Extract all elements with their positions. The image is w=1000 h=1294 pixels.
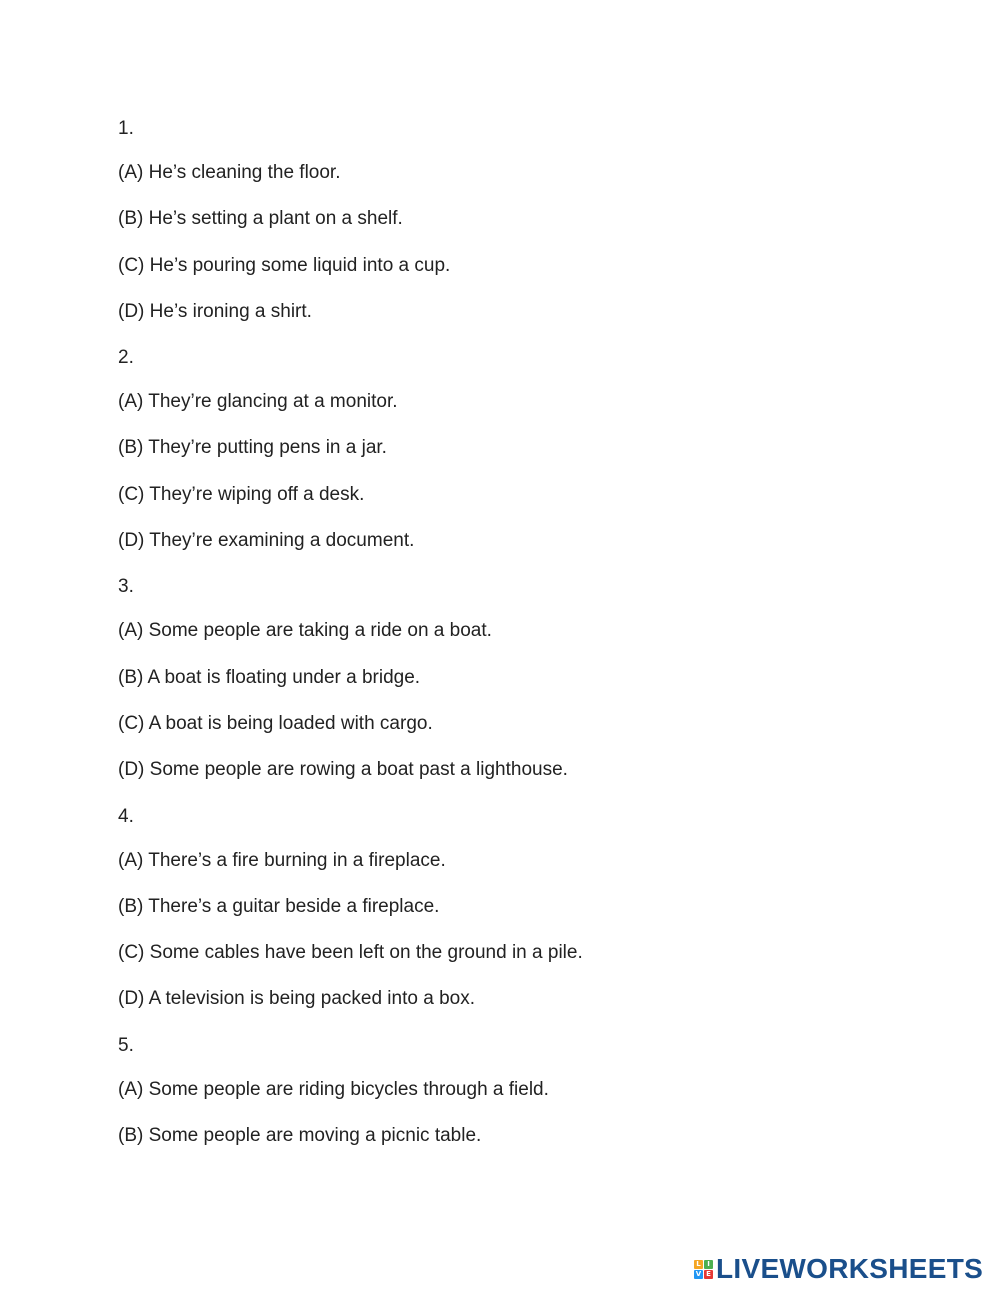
answer-option: (D) Some people are rowing a boat past a lighthouse. — [118, 759, 568, 781]
logo-mark-letter: L — [694, 1260, 703, 1269]
answer-option: (A) He’s cleaning the floor. — [118, 162, 341, 183]
answer-option: (C) They’re wiping off a desk. — [118, 483, 365, 505]
answer-option: (A) Some people are riding bicycles through a field. — [118, 1078, 549, 1100]
answer-option: (A) They’re glancing at a monitor. — [118, 391, 398, 413]
logo-mark-letter: I — [704, 1260, 713, 1269]
answer-option: (C) He’s pouring some liquid into a cup. — [118, 254, 451, 276]
question-number: 5. — [118, 1034, 134, 1056]
answer-option: (B) He’s setting a plant on a shelf. — [118, 208, 403, 230]
logo-mark-icon — [694, 1260, 713, 1279]
question-number: 3. — [118, 576, 134, 598]
question-number: 2. — [118, 347, 134, 369]
answer-option: (B) There’s a guitar beside a fireplace. — [118, 895, 440, 917]
worksheet-content — [118, 116, 938, 1169]
answer-option: (D) He’s ironing a shirt. — [118, 300, 312, 322]
liveworksheets-logo — [694, 1254, 983, 1284]
answer-option: (A) Some people are taking a ride on a boat. — [118, 620, 492, 642]
question-number: 4. — [118, 805, 134, 827]
answer-option: (D) A television is being packed into a box. — [118, 988, 475, 1010]
answer-option: (A) There’s a fire burning in a fireplace. — [118, 849, 446, 871]
answer-option: (D) They’re examining a document. — [118, 530, 415, 552]
answer-option: (B) Some people are moving a picnic table. — [118, 1125, 482, 1147]
answer-option: (C) Some cables have been left on the ground in a pile. — [118, 942, 583, 964]
logo-mark-letter: E — [704, 1270, 713, 1279]
question-number: 1. — [118, 118, 134, 139]
logo-mark-letter: V — [695, 1269, 702, 1278]
answer-option: (B) They’re putting pens in a jar. — [118, 437, 387, 459]
answer-option: (C) A boat is being loaded with cargo. — [118, 712, 433, 734]
answer-option: (B) A boat is floating under a bridge. — [118, 666, 421, 688]
logo-text: LIVEWORKSHEETS — [716, 1253, 984, 1284]
